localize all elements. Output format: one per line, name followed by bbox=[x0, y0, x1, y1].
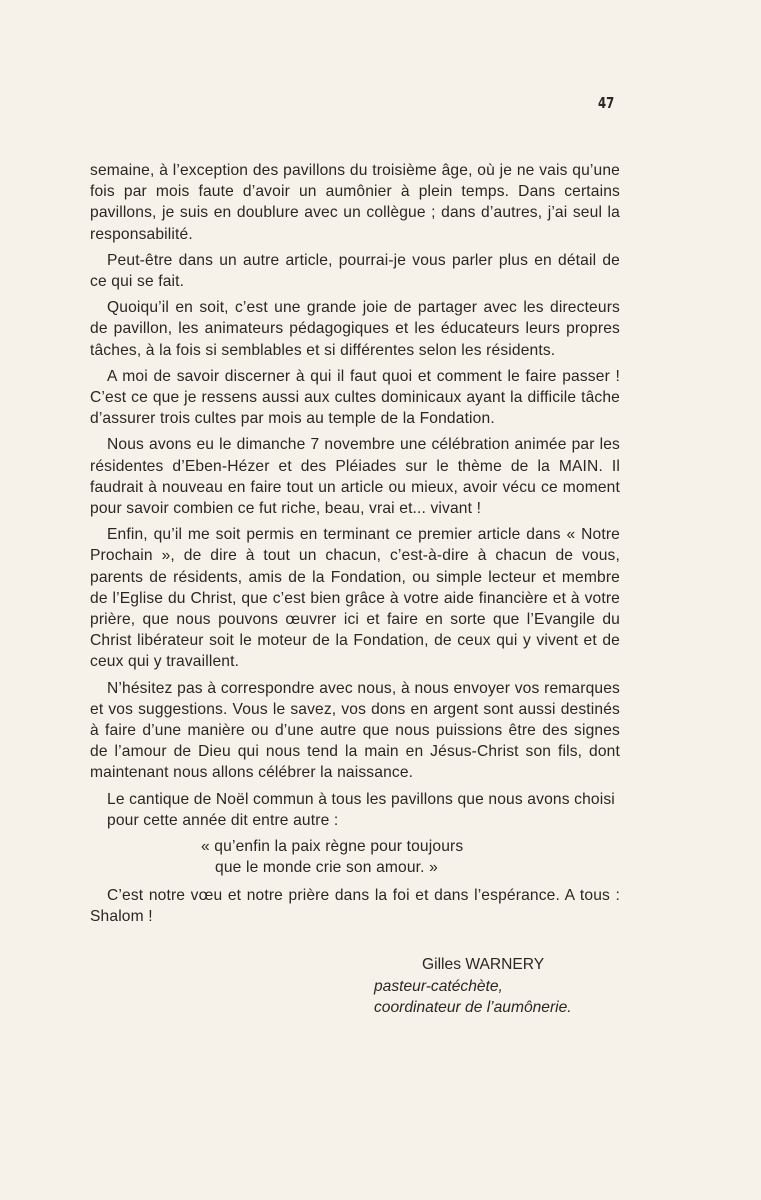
paragraph: Nous avons eu le dimanche 7 novembre une célébration animée par les résidentes d’Eben-Hézer et des Pléiades sur le thème de la MAIN. Il faudrait à nouveau en faire tout un article ou mieux, avoir vécu ce moment pour savoir combien ce fut riche, beau, vrai et... vivant ! bbox=[90, 436, 620, 518]
hymn-quote-line: que le monde crie son amour. » bbox=[215, 859, 438, 877]
paragraph: Peut-être dans un autre article, pourrai-je vous parler plus en détail de ce qui se fait. bbox=[90, 251, 620, 291]
author-name: Gilles WARNERY bbox=[422, 956, 545, 973]
author-role: pasteur-catéchète, bbox=[374, 977, 503, 995]
paragraph: Enfin, qu’il me soit permis en terminant ce premier article dans « Notre Prochain », de dire à tout un chacun, c’est-à-dire à chacun de vous, parents de résidents, amis de la Fondation, ou simple lecteur et membre de l’Eglise du Christ, que c’est bien grâce à votre aide financière et à votre prière, que nous pouvons œuvrer ici et faire en sorte que l’Evangile du Christ libérateur soit le moteur de la Fondation, de ceux qui y vivent et de ceux qui y travaillent. bbox=[90, 526, 620, 671]
closing-paragraph: C’est notre vœu et notre prière dans la foi et dans l’espérance. A tous : Shalom ! bbox=[90, 886, 620, 925]
paragraph: A moi de savoir discerner à qui il faut quoi et comment le faire passer ! C’est ce que je ressens aussi aux cultes dominicaux ayant la difficile tâche d’assurer trois cultes par mois au temple de la Fondation. bbox=[90, 367, 620, 428]
paragraph: N’hésitez pas à correspondre avec nous, à nous envoyer vos remarques et vos suggestions. Vous le savez, vos dons en argent sont aussi destinés à faire d’une manière ou d’une autre que nous puissions être des signes de l’amour de Dieu qui nous tend la main en Jésus-Christ son fils, dont maintenant nous allons célébrer la naissance. bbox=[90, 679, 620, 782]
author-role-secondary: coordinateur de l’aumônerie. bbox=[374, 999, 572, 1016]
hymn-quote bbox=[90, 836, 620, 878]
article-body bbox=[90, 160, 620, 932]
paragraph-continuation: semaine, à l’exception des pavillons du troisième âge, où je ne vais qu’une fois par mois faute d’avoir un aumônier à plein temps. Dans certains pavillons, je suis en doublure avec un collègue ; dans d’autres, j’ai seul la responsabilité. bbox=[90, 162, 620, 243]
hymn-quote-line: « qu’enfin la paix règne pour toujours bbox=[201, 838, 464, 856]
paragraph: Quoiqu’il en soit, c’est une grande joie de partager avec les directeurs de pavillon, les animateurs pédagogiques et les éducateurs leurs propres tâches, à la fois si semblables et si différentes selon les résidents. bbox=[90, 299, 620, 359]
page-number: 47 bbox=[598, 94, 615, 112]
paragraph: Le cantique de Noël commun à tous les pavillons que nous avons choisi pour cette année dit entre autre : bbox=[107, 790, 615, 829]
